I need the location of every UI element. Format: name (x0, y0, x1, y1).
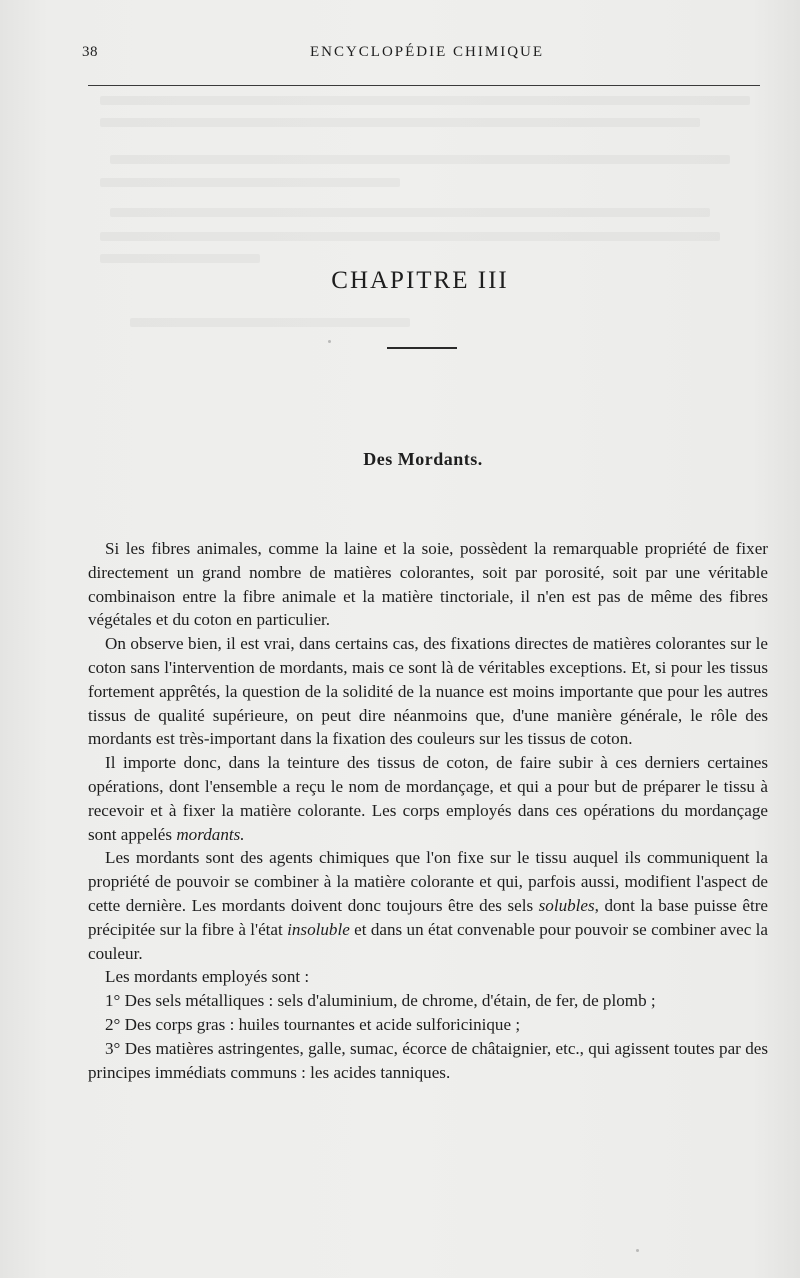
paragraph: Si les fibres animales, comme la laine et la soie, possèdent la remarquable propriété de fixer directement un grand nombre de matières colorantes, soit par porosité, soit par une véritable combinaison entre la fibre animale et la matière tinctoriale, il n'en est pas de même des fibres végétales et du coton en particulier. (88, 539, 768, 630)
paragraph (88, 751, 768, 846)
paragraph-text: Il importe donc, dans la teinture des tissus de coton, de faire subir à ces derniers certaines opérations, dont l'ensemble a reçu le nom de mordançage, et qui a pour but de préparer le tissu à recevoir et à fixer la matière colorante. Les corps employés dans ces opérations du mordançage sont appelés (88, 753, 768, 844)
chapter-divider (387, 347, 457, 349)
emphasis-solubles: solubles (538, 895, 595, 915)
running-header (82, 44, 762, 68)
paragraph-text: , dont la base puisse être précipitée sur la fibre à l'état (88, 895, 768, 939)
body-text (88, 537, 768, 1084)
show-through-line (130, 318, 410, 327)
header-rule (88, 85, 760, 86)
paragraph-text: et dans un état convenable pour pouvoir se combiner avec la couleur. (88, 919, 768, 963)
show-through-line (100, 96, 750, 105)
show-through-line (100, 178, 400, 187)
show-through-line (110, 208, 710, 217)
paragraph (88, 846, 768, 965)
list-item: 3° Des matières astringentes, galle, sumac, écorce de châtaignier, etc., qui agissent toutes par des principes immédiats communs : les acides tanniques. (88, 1038, 768, 1082)
list-item: 1° Des sels métalliques : sels d'aluminium, de chrome, d'étain, de fer, de plomb ; (105, 991, 656, 1011)
page-number: 38 (82, 44, 98, 60)
section-title: Des Mordants. (363, 449, 483, 469)
show-through-line (110, 155, 730, 164)
paper-speck (636, 1249, 639, 1252)
emphasis-mordants: mordants. (176, 824, 245, 844)
show-through-line (100, 254, 260, 263)
running-title: ENCYCLOPÉDIE CHIMIQUE (309, 44, 545, 60)
show-through-line (100, 232, 720, 241)
list-item: 2° Des corps gras : huiles tournantes et acide sulforicinique ; (105, 1014, 521, 1034)
paper-speck (328, 340, 331, 343)
show-through-line (100, 118, 700, 127)
chapter-title: CHAPITRE III (331, 267, 509, 294)
paragraph: On observe bien, il est vrai, dans certains cas, des fixations directes de matières colorantes sur le coton sans l'intervention de mordants, mais ce sont là de véritables exceptions. Et, si pour les tissus fortement apprêtés, la question de la solidité de la nuance est moins importante que pour les autres tissus de qualité supérieure, on peut dire néanmoins que, d'une manière générale, le rôle des mordants est très-important dans la fixation des couleurs sur les tissus de coton. (88, 634, 768, 749)
paragraph: Les mordants employés sont : (105, 967, 310, 987)
paragraph-text: Les mordants sont des agents chimiques que l'on fixe sur le tissu auquel ils communiquent la propriété de pouvoir se combiner à la matière colorante et qui, parfois aussi, modifient l'aspect de cette dernière. Les mordants doivent donc toujours être des sels (88, 848, 768, 915)
emphasis-insoluble: insoluble (287, 919, 350, 939)
